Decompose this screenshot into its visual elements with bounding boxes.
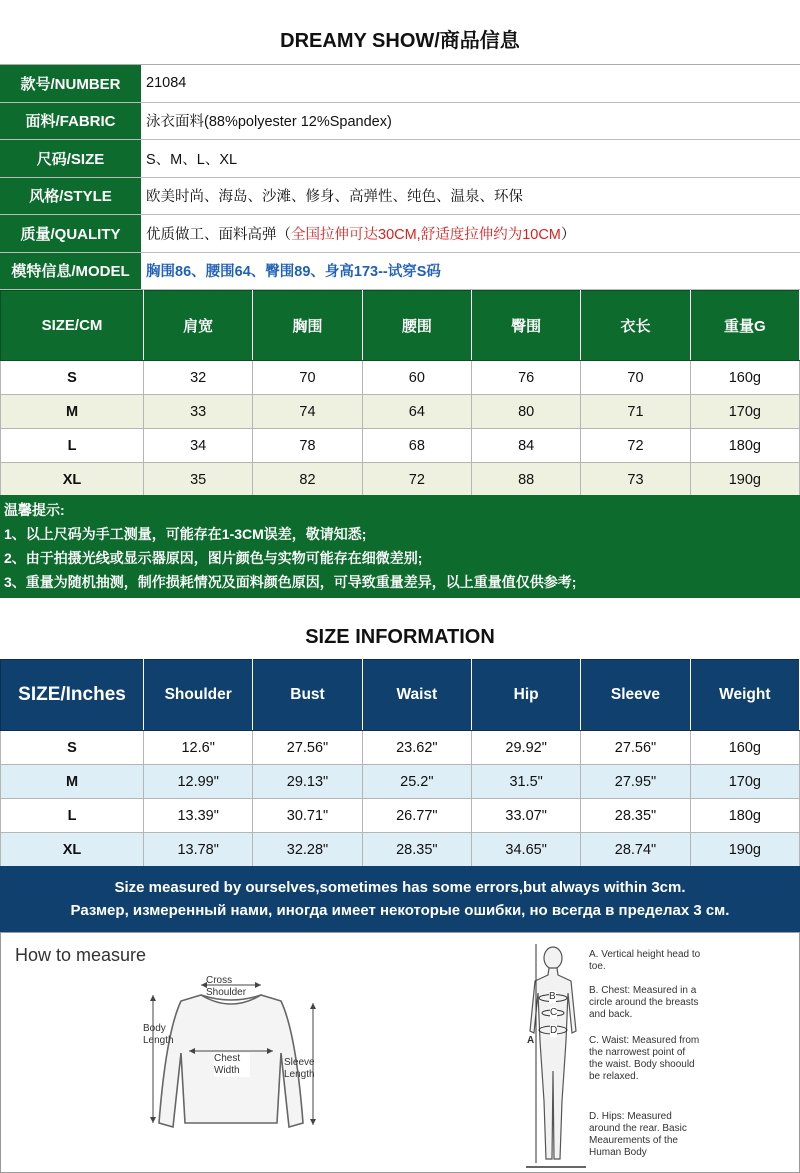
table-cell: 78 bbox=[253, 429, 362, 463]
column-header: 重量G bbox=[690, 291, 799, 361]
figure-letter-d: D bbox=[550, 1025, 558, 1036]
table-cell: 180g bbox=[690, 799, 799, 833]
table-cell: 80 bbox=[471, 395, 580, 429]
size-table-inches bbox=[0, 659, 800, 867]
table-cell: M bbox=[1, 395, 144, 429]
table-cell: 160g bbox=[690, 731, 799, 765]
table-cell: 60 bbox=[362, 361, 471, 395]
info-row-number bbox=[0, 65, 800, 103]
note-item: 3、重量为随机抽测，制作损耗情况及面料颜色原因，可导致重量差异，以上重量值仅供参考; bbox=[4, 574, 577, 590]
table-cell: 29.13" bbox=[253, 765, 362, 799]
label-cross-shoulder: Cross Shoulder bbox=[206, 975, 247, 998]
table-row bbox=[1, 799, 800, 833]
table-cell: 35 bbox=[144, 463, 253, 497]
table-cell: L bbox=[1, 799, 144, 833]
table-cell: 34 bbox=[144, 429, 253, 463]
column-header: Shoulder bbox=[144, 660, 253, 731]
table-cell: 12.6" bbox=[144, 731, 253, 765]
info-value bbox=[142, 215, 800, 252]
figure-letter-c: C bbox=[550, 1007, 558, 1018]
table-cell: 32.28" bbox=[253, 833, 362, 867]
quality-text-end: ） bbox=[560, 226, 576, 243]
table-cell: 190g bbox=[690, 463, 799, 497]
table-cell: 73 bbox=[581, 463, 690, 497]
table-cell: 31.5" bbox=[471, 765, 580, 799]
table-cell: 28.74" bbox=[581, 833, 690, 867]
figure-letter-b: B bbox=[549, 991, 556, 1002]
legend-c: C. Waist: Measured from the narrowest point of the waist. Body shoould be relaxed. bbox=[589, 1035, 700, 1082]
table-cell: 72 bbox=[581, 429, 690, 463]
table-cell: 26.77" bbox=[362, 799, 471, 833]
notes-box bbox=[0, 495, 800, 598]
table-cell: 84 bbox=[471, 429, 580, 463]
column-header: Sleeve bbox=[581, 660, 690, 731]
table-header-row bbox=[1, 291, 800, 361]
table-cell: 76 bbox=[471, 361, 580, 395]
info-label: 款号/NUMBER bbox=[0, 65, 142, 102]
column-header: SIZE/Inches bbox=[1, 660, 144, 731]
size-table-cm bbox=[0, 290, 800, 497]
table-cell: S bbox=[1, 361, 144, 395]
info-value: 胸围86、腰围64、臀围89、身高173--试穿S码 bbox=[146, 264, 441, 281]
table-cell: 29.92" bbox=[471, 731, 580, 765]
disclaimer-en: Size measured by ourselves,sometimes has some errors,but always within 3cm. bbox=[114, 879, 686, 896]
page-title-cn: DREAMY SHOW/商品信息 bbox=[280, 30, 520, 52]
info-value: 21084 bbox=[146, 75, 187, 92]
table-cell: 33 bbox=[144, 395, 253, 429]
how-to-measure-panel bbox=[0, 932, 800, 1173]
table-cell: 180g bbox=[690, 429, 799, 463]
table-cell: 34.65" bbox=[471, 833, 580, 867]
table-cell: 27.56" bbox=[581, 731, 690, 765]
table-cell: 25.2" bbox=[362, 765, 471, 799]
quality-text: 优质做工、面料高弹（ bbox=[146, 226, 291, 243]
table-cell: 70 bbox=[581, 361, 690, 395]
table-cell: 12.99" bbox=[144, 765, 253, 799]
table-row bbox=[1, 395, 800, 429]
info-row-model bbox=[0, 253, 800, 291]
column-header: 衣长 bbox=[581, 291, 690, 361]
table-cell: 170g bbox=[690, 395, 799, 429]
table-cell: L bbox=[1, 429, 144, 463]
column-header: Weight bbox=[690, 660, 799, 731]
table-cell: XL bbox=[1, 463, 144, 497]
note-item: 1、以上尺码为手工测量，可能存在1-3CM误差，敬请知悉; bbox=[4, 526, 367, 542]
column-header: Hip bbox=[471, 660, 580, 731]
table-cell: XL bbox=[1, 833, 144, 867]
table-cell: 74 bbox=[253, 395, 362, 429]
info-label: 风格/STYLE bbox=[0, 178, 142, 215]
label-sleeve-length: Sleeve Length bbox=[284, 1057, 315, 1080]
info-value: 泳衣面料(88%polyester 12%Spandex) bbox=[146, 114, 392, 131]
column-header: 胸围 bbox=[253, 291, 362, 361]
table-header-row bbox=[1, 660, 800, 731]
measurement-disclaimer bbox=[0, 866, 800, 932]
note-item: 2、由于拍摄光线或显示器原因，图片颜色与实物可能存在细微差别; bbox=[4, 550, 423, 566]
table-cell: 71 bbox=[581, 395, 690, 429]
info-label: 尺码/SIZE bbox=[0, 140, 142, 177]
table-cell: 27.95" bbox=[581, 765, 690, 799]
disclaimer-ru: Размер, измеренный нами, иногда имеет некоторые ошибки, но всегда в пределах 3 см. bbox=[70, 902, 730, 919]
table-cell: 70 bbox=[253, 361, 362, 395]
info-value: S、M、L、XL bbox=[146, 151, 238, 168]
table-cell: 32 bbox=[144, 361, 253, 395]
table-row bbox=[1, 463, 800, 497]
table-cell: 82 bbox=[253, 463, 362, 497]
column-header: SIZE/CM bbox=[1, 291, 144, 361]
info-label: 面料/FABRIC bbox=[0, 103, 142, 140]
label-chest-width: Chest Width bbox=[214, 1053, 250, 1077]
legend-b: B. Chest: Measured in a circle around the breasts and back. bbox=[589, 985, 699, 1020]
info-row-size bbox=[0, 140, 800, 178]
table-cell: 13.39" bbox=[144, 799, 253, 833]
table-cell: M bbox=[1, 765, 144, 799]
table-cell: 72 bbox=[362, 463, 471, 497]
info-value: 欧美时尚、海岛、沙滩、修身、高弹性、纯色、温泉、环保 bbox=[146, 189, 523, 206]
section-title-size-info: SIZE INFORMATION bbox=[305, 626, 495, 648]
body-measure-figure bbox=[516, 941, 591, 1171]
legend-a: A. Vertical height head to toe. bbox=[589, 949, 701, 972]
column-header: Waist bbox=[362, 660, 471, 731]
legend-d: D. Hips: Measured around the rear. Basic Meaurements of the Human Body bbox=[589, 1111, 687, 1158]
product-info bbox=[0, 64, 800, 290]
table-cell: 28.35" bbox=[362, 833, 471, 867]
info-row-fabric bbox=[0, 103, 800, 141]
table-cell: 30.71" bbox=[253, 799, 362, 833]
column-header: 臀围 bbox=[471, 291, 580, 361]
table-cell: 64 bbox=[362, 395, 471, 429]
table-cell: 27.56" bbox=[253, 731, 362, 765]
column-header: 肩宽 bbox=[144, 291, 253, 361]
how-to-measure-title: How to measure bbox=[15, 945, 147, 965]
column-header: 腰围 bbox=[362, 291, 471, 361]
table-cell: 190g bbox=[690, 833, 799, 867]
label-body-length: Body Length bbox=[143, 1023, 174, 1046]
table-cell: 13.78" bbox=[144, 833, 253, 867]
quality-stretch-note: 全国拉伸可达30CM,舒适度拉伸约为10CM bbox=[291, 226, 561, 243]
table-row bbox=[1, 429, 800, 463]
table-row bbox=[1, 361, 800, 395]
table-row bbox=[1, 833, 800, 867]
column-header: Bust bbox=[253, 660, 362, 731]
table-cell: 170g bbox=[690, 765, 799, 799]
info-row-style bbox=[0, 178, 800, 216]
table-row bbox=[1, 765, 800, 799]
table-cell: 28.35" bbox=[581, 799, 690, 833]
info-label: 模特信息/MODEL bbox=[0, 253, 142, 290]
figure-letter-a: A bbox=[527, 1035, 535, 1046]
info-row-quality bbox=[0, 215, 800, 253]
notes-heading: 温馨提示: bbox=[4, 502, 65, 518]
table-row bbox=[1, 731, 800, 765]
table-cell: 23.62" bbox=[362, 731, 471, 765]
table-cell: 33.07" bbox=[471, 799, 580, 833]
table-cell: 88 bbox=[471, 463, 580, 497]
table-cell: 160g bbox=[690, 361, 799, 395]
table-cell: S bbox=[1, 731, 144, 765]
table-cell: 68 bbox=[362, 429, 471, 463]
info-label: 质量/QUALITY bbox=[0, 215, 142, 252]
